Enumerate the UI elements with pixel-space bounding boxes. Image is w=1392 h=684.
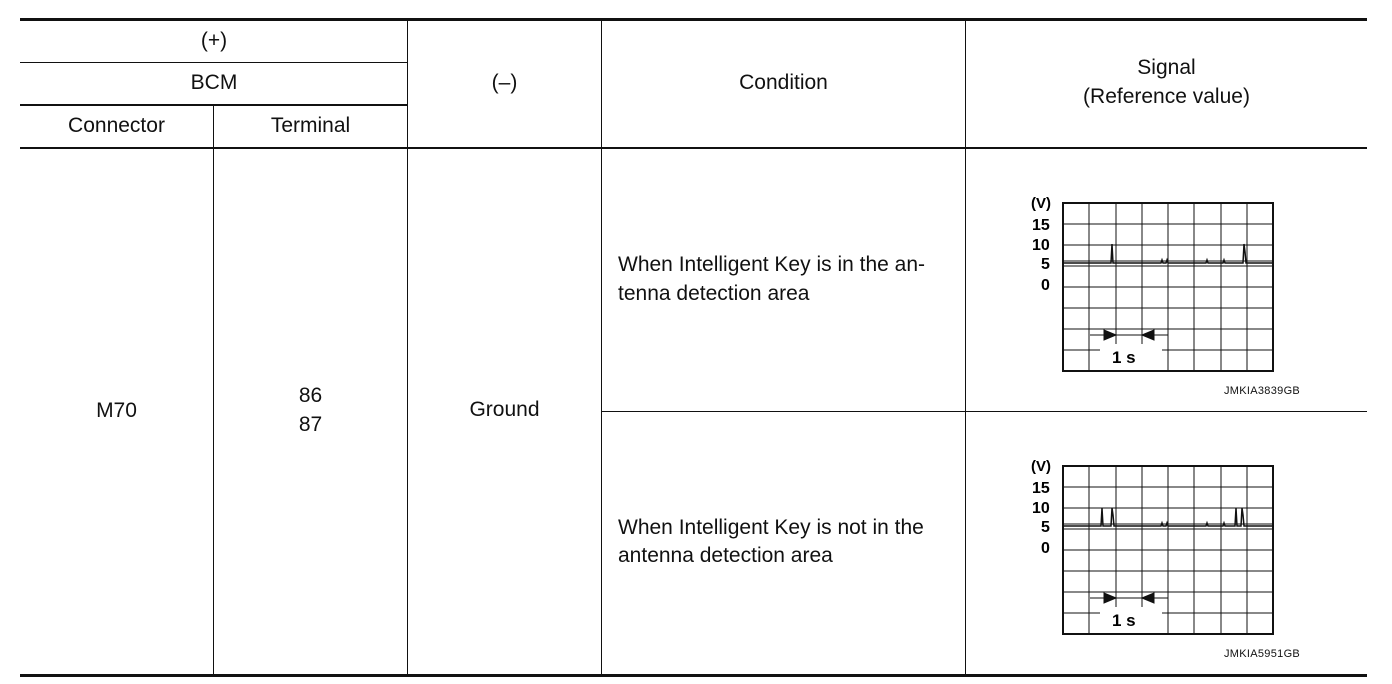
table-top-rule — [20, 18, 1367, 21]
condition-1-line-2: tenna detection area — [618, 282, 810, 305]
waveform-y-tick: 15 — [1032, 480, 1050, 497]
waveform-grid — [1063, 466, 1273, 634]
signal-header-sub: (Reference value) — [1083, 85, 1250, 108]
bcm-header: BCM — [190, 71, 238, 94]
header-rule-1 — [20, 62, 408, 63]
table-bottom-rule — [20, 674, 1367, 677]
col-rule-minus — [601, 20, 602, 675]
time-scale-label: 1 s — [1112, 348, 1136, 367]
condition-1-line-1: When Intelligent Key is in the an- — [618, 253, 926, 276]
col-rule-terminal — [407, 20, 408, 675]
terminal-value-2: 87 — [298, 413, 323, 436]
waveform-chart-1 — [1028, 192, 1278, 374]
waveform-y-tick: 5 — [1041, 256, 1050, 273]
condition-header: Condition — [739, 71, 828, 94]
connector-value: M70 — [96, 399, 137, 422]
col-rule-condition — [965, 20, 966, 675]
condition-2-line-2: antenna detection area — [618, 544, 833, 567]
waveform-y-tick: 5 — [1041, 519, 1050, 536]
waveform-chart-2 — [1028, 455, 1278, 637]
waveform-y-tick: 0 — [1041, 540, 1050, 557]
waveform-unit-label: (V) — [1031, 195, 1051, 212]
waveform-unit-label: (V) — [1031, 458, 1051, 475]
header-rule-2 — [20, 104, 408, 106]
figure-code-1: JMKIA3839GB — [1224, 385, 1301, 397]
figure-code-2: JMKIA5951GB — [1224, 648, 1301, 660]
waveform-y-tick: 15 — [1032, 217, 1050, 234]
row-divider — [602, 411, 1367, 412]
waveform-y-tick: 0 — [1041, 277, 1050, 294]
plus-header: (+) — [200, 29, 228, 52]
terminal-header: Terminal — [270, 114, 351, 137]
terminal-value-1: 86 — [298, 384, 323, 407]
time-scale-label: 1 s — [1112, 611, 1136, 630]
waveform-y-tick: 10 — [1032, 237, 1050, 254]
connector-header: Connector — [68, 114, 165, 137]
minus-value: Ground — [469, 398, 540, 421]
header-bottom-rule — [20, 147, 1367, 149]
condition-2-line-1: When Intelligent Key is not in the — [618, 516, 924, 539]
waveform-y-tick: 10 — [1032, 500, 1050, 517]
signal-header: Signal — [1137, 56, 1196, 79]
minus-header: (–) — [491, 71, 518, 94]
waveform-grid — [1063, 203, 1273, 371]
